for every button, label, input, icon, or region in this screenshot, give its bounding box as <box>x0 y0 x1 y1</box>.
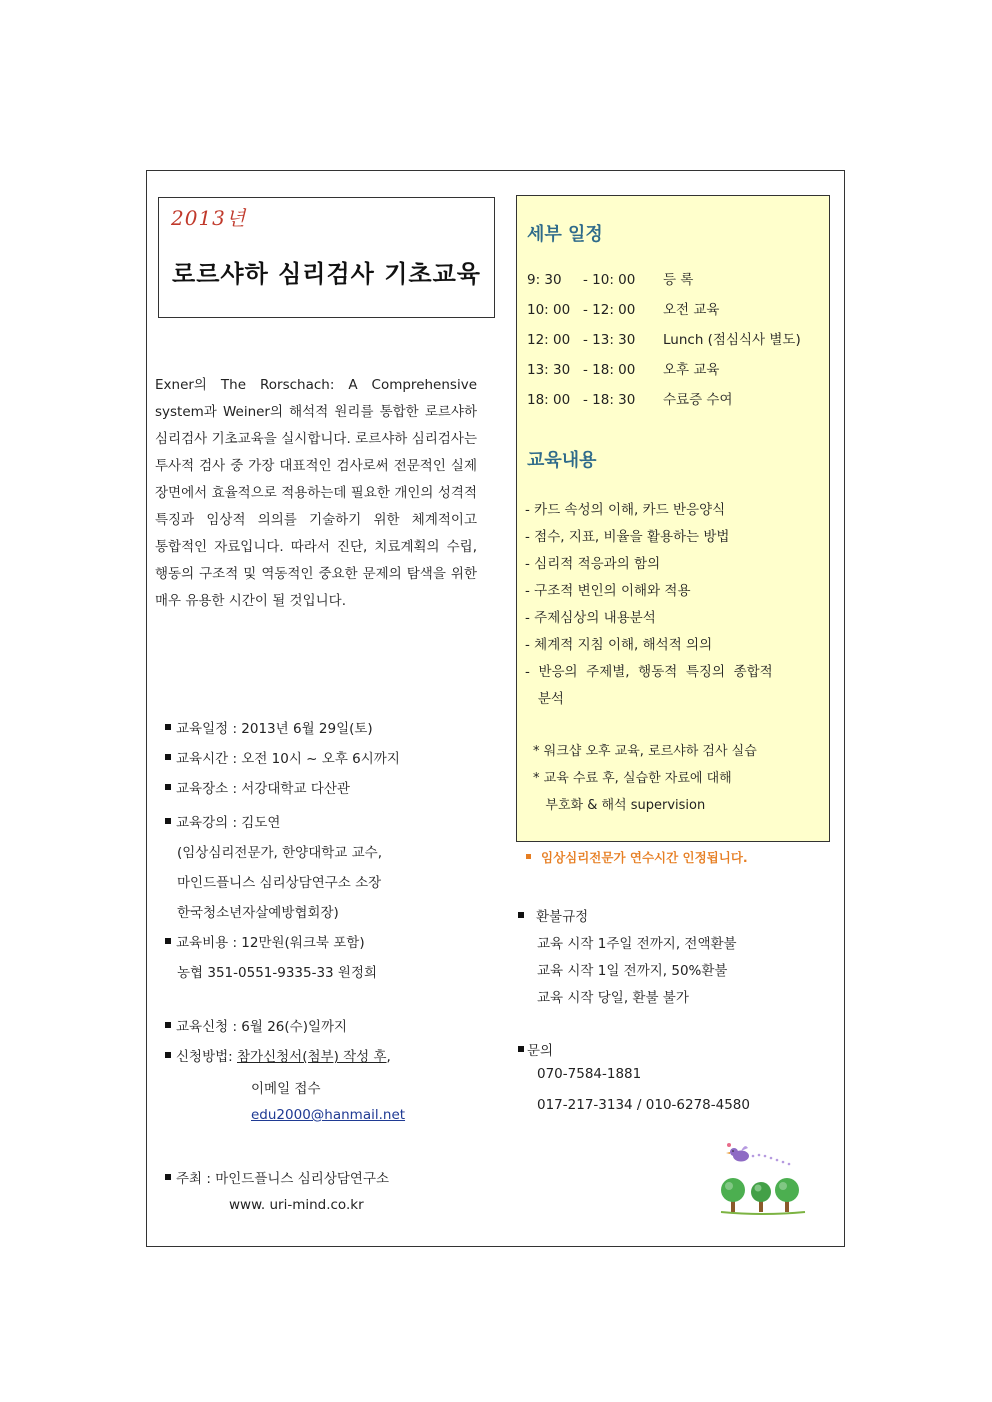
bullet-icon <box>518 1046 524 1052</box>
contact-heading-row <box>518 1039 553 1059</box>
lecturer-bio-2: 마인드플니스 심리상담연구소 소장 <box>177 875 382 891</box>
info-lecturer-text: 교육강의 : 김도연 <box>176 815 281 831</box>
content-item: - 주제심상의 내용분석 <box>525 610 656 626</box>
schedule-start: 18: 00 <box>527 392 571 408</box>
apply-form-link[interactable]: 참가신청서(첨부) 작성 후 <box>237 1049 387 1065</box>
info-apply-deadline-text: 교육신청 : 6월 26(수)일까지 <box>176 1019 348 1035</box>
schedule-box <box>516 195 830 842</box>
schedule-row <box>527 268 693 288</box>
bullet-icon <box>518 912 524 918</box>
apply-method-prefix: 신청방법: <box>176 1049 238 1065</box>
schedule-start: 10: 00 <box>527 302 571 318</box>
schedule-start: 12: 00 <box>527 332 571 348</box>
info-date <box>165 717 373 737</box>
info-host <box>165 1167 389 1187</box>
contact-heading: 문의 <box>527 1043 554 1059</box>
info-lecturer <box>165 811 280 831</box>
bullet-icon <box>165 1052 171 1058</box>
schedule-row <box>527 328 801 348</box>
content-heading: 교육내용 <box>527 450 597 471</box>
info-time-text: 교육시간 : 오전 10시 ~ 오후 6시까지 <box>176 751 400 767</box>
bullet-icon <box>165 818 171 824</box>
refund-heading-row <box>518 905 588 925</box>
schedule-label: 오전 교육 <box>663 302 720 318</box>
schedule-end: - 13: 30 <box>583 332 636 348</box>
info-date-text: 교육일정 : 2013년 6월 29일(토) <box>176 721 373 737</box>
certification-text: 임상심리전문가 연수시간 인정됩니다. <box>541 850 748 865</box>
workshop-note: 부호화 & 해석 supervision <box>533 798 706 813</box>
email-link[interactable]: edu2000@hanmail.net <box>251 1107 406 1123</box>
content-item: - 반응의 주제별, 행동적 특징의 종합적 <box>525 664 773 680</box>
content-item: - 심리적 적응과의 함의 <box>525 556 661 572</box>
schedule-label: Lunch (점심식사 별도) <box>663 332 801 348</box>
tree-icon <box>751 1182 771 1212</box>
content-item: - 체계적 지침 이해, 해석적 의의 <box>525 637 713 653</box>
content-item: - 카드 속성의 이해, 카드 반응양식 <box>525 502 726 518</box>
contact-phone: 070-7584-1881 <box>537 1066 642 1082</box>
info-time <box>165 747 400 767</box>
bird-icon <box>726 1143 790 1165</box>
page-title: 로르샤하 심리검사 기초교육 <box>172 260 481 288</box>
certification-notice <box>526 848 748 866</box>
refund-line: 교육 시작 당일, 환불 불가 <box>537 990 689 1006</box>
content-item: 분석 <box>525 691 564 707</box>
schedule-row <box>527 358 719 378</box>
workshop-note: * 워크샵 오후 교육, 로르샤하 검사 실습 <box>533 744 757 759</box>
email-row <box>165 1107 405 1123</box>
schedule-heading: 세부 일정 <box>527 224 603 245</box>
schedule-start: 9: 30 <box>527 272 562 288</box>
schedule-start: 13: 30 <box>527 362 571 378</box>
lecturer-bio-1: (임상심리전문가, 한양대학교 교수, <box>177 845 383 861</box>
bank-account: 농협 351-0551-9335-33 원정희 <box>177 965 378 981</box>
schedule-label: 수료증 수여 <box>663 392 733 408</box>
content-item: - 구조적 변인의 이해와 적용 <box>525 583 691 599</box>
tree-icon <box>721 1178 745 1212</box>
bullet-icon <box>165 784 171 790</box>
schedule-label: 등 록 <box>663 272 694 288</box>
refund-line: 교육 시작 1일 전까지, 50%환불 <box>537 963 728 979</box>
schedule-row <box>527 388 733 408</box>
bullet-icon <box>165 724 171 730</box>
schedule-row <box>527 298 719 318</box>
schedule-end: - 18: 00 <box>583 362 636 378</box>
schedule-end: - 12: 00 <box>583 302 636 318</box>
schedule-end: - 10: 00 <box>583 272 636 288</box>
bullet-icon <box>165 938 171 944</box>
info-apply-method <box>165 1045 391 1065</box>
intro-paragraph: Exner의 The Rorschach: A Comprehensive system과 Weiner의 해석적 원리를 통합한 로르샤하 심리검사 기초교육을 실시합니다. 로르샤하 심리검사는 투사적 검사 중 가장 대표적인 검사로써 전문적인 실제 장면에서 효율적으로 적용하는데 필요한 개인의 성격적 특징과 임상적 의의를 기술하기 위한 체계적이고 통합적인 자료입니다. 따라서 진단, 치료계획의 수립, 행동의 구조적 및 역동적인 중요한 문제의 탐색을 위한 매우 유용한 시간이 될 것입니다. <box>155 377 477 609</box>
schedule-label: 오후 교육 <box>663 362 720 378</box>
info-fee-text: 교육비용 : 12만원(워크북 포함) <box>176 935 365 951</box>
apply-method-2: 이메일 접수 <box>251 1081 321 1097</box>
bullet-icon <box>165 1174 171 1180</box>
info-fee <box>165 931 365 951</box>
lecturer-bio-3: 한국청소년자살예방협회장) <box>177 905 339 921</box>
content-item: - 점수, 지표, 비율을 활용하는 방법 <box>525 529 730 545</box>
square-bullet-icon <box>526 854 531 859</box>
bullet-icon <box>165 754 171 760</box>
workshop-note: * 교육 수료 후, 실습한 자료에 대해 <box>533 771 732 786</box>
apply-method-suffix: , <box>386 1049 391 1065</box>
refund-line: 교육 시작 1주일 전까지, 전액환불 <box>537 936 737 952</box>
info-place <box>165 777 350 797</box>
info-place-text: 교육장소 : 서강대학교 다산관 <box>176 781 350 797</box>
title-box <box>158 197 495 318</box>
info-host-text: 주최 : 마인드플니스 심리상담연구소 <box>176 1171 390 1187</box>
website-link[interactable]: www. uri-mind.co.kr <box>229 1197 364 1213</box>
trees-bird-illustration <box>717 1140 809 1220</box>
bullet-icon <box>165 1022 171 1028</box>
schedule-end: - 18: 30 <box>583 392 636 408</box>
tree-icon <box>775 1178 799 1212</box>
contact-phone: 017-217-3134 / 010-6278-4580 <box>537 1097 750 1113</box>
year-label: 2013년 <box>171 206 247 230</box>
refund-heading: 환불규정 <box>536 909 589 925</box>
info-apply-deadline <box>165 1015 347 1035</box>
